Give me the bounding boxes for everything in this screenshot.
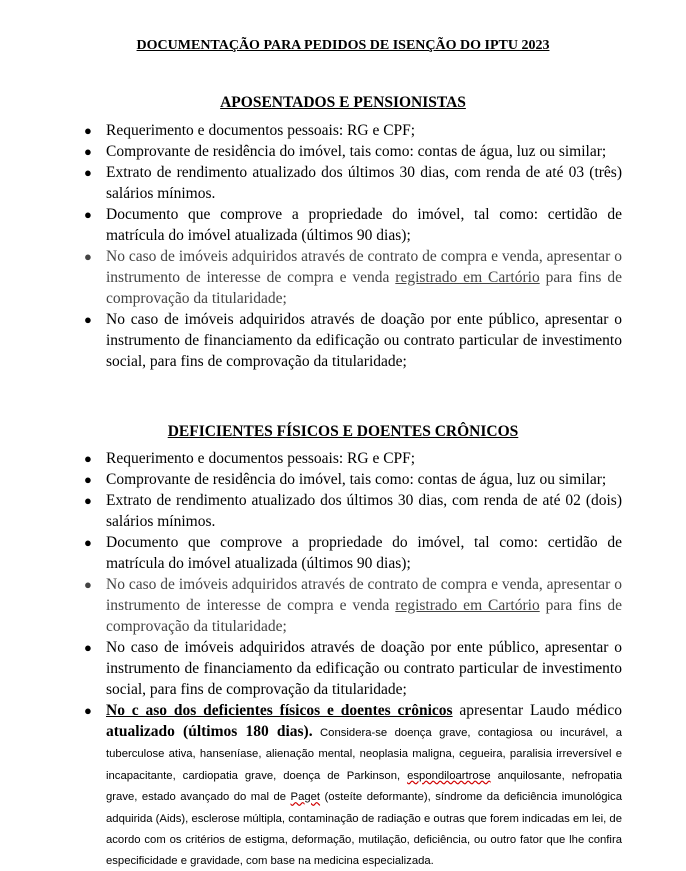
list-item: ● Comprovante de residência do imóvel, tais como: contas de água, luz ou similar;	[84, 143, 607, 160]
requirements-list-deficientes	[84, 448, 622, 871]
laudo-period: atualizado (últimos 180 dias).	[106, 723, 313, 740]
bullet-icon: ●	[84, 535, 92, 550]
cartorio-text: registrado em Cartório	[395, 269, 540, 286]
list-item: ● Extrato de rendimento atualizado dos últimos 30 dias, com renda de até 02 (dois) salários mínimos.	[84, 492, 622, 530]
list-item: ● No caso de imóveis adquiridos através de contrato de compra e venda, apresentar o instrumento de interesse de compra e venda registrado em Cartório para fins de comprovação da titularidade;	[84, 576, 622, 635]
bullet-icon: ●	[84, 144, 92, 159]
bullet-icon: ●	[84, 165, 92, 180]
bullet-icon: ●	[84, 451, 92, 466]
bullet-icon: ●	[84, 123, 92, 138]
section-heading-aposentados: APOSENTADOS E PENSIONISTAS	[220, 94, 466, 111]
bullet-icon: ●	[84, 207, 92, 222]
list-item: ● Documento que comprove a propriedade do imóvel, tal como: certidão de matrícula do imóvel atualizada (últimos 90 dias);	[84, 534, 622, 572]
bullet-icon: ●	[84, 312, 92, 327]
bullet-icon: ●	[84, 577, 92, 592]
cartorio-text: registrado em Cartório	[395, 597, 540, 614]
bullet-icon: ●	[84, 493, 92, 508]
bullet-icon: ●	[84, 472, 92, 487]
doencas-graves-text: Considera-se doença grave, contagiosa ou incurável, a tuberculose ativa, hanseníase, alienação mental, neoplasia maligna, cegueira, paralisia irreversível e incapacitante, cardiopatia grave, doença de Parkinson, espondiloartrose anquilosante, nefropatia grave, estado avançado do mal de Paget (osteíte deformante), síndrome da deficiência imunológica adquirida (Aids), esclerose múltipla, contaminação de radiação e outras que forem indicadas em lei, de acordo com os critérios de estigma, deformação, mutilação, deficiência, ou outro fator que lhe confira especificidade e gravidade, com base na medicina especializada.	[106, 727, 623, 868]
list-item: ● Extrato de rendimento atualizado dos últimos 30 dias, com renda de até 03 (três) salários mínimos.	[84, 164, 622, 202]
list-item: ● Comprovante de residência do imóvel, tais como: contas de água, luz ou similar;	[84, 471, 607, 488]
requirements-list-aposentados	[84, 120, 622, 372]
list-item: ● No caso de imóveis adquiridos através de contrato de compra e venda, apresentar o instrumento de interesse de compra e venda registrado em Cartório para fins de comprovação da titularidade;	[84, 248, 622, 307]
list-item: ● Documento que comprove a propriedade do imóvel, tal como: certidão de matrícula do imóvel atualizada (últimos 90 dias);	[84, 206, 622, 244]
list-item: ● No caso de imóveis adquiridos através de doação por ente público, apresentar o instrumento de financiamento da edificação ou contrato particular de investimento social, para fins de comprovação da titularidade;	[84, 639, 622, 698]
section-heading-deficientes: DEFICIENTES FÍSICOS E DOENTES CRÔNICOS	[167, 423, 519, 440]
bullet-icon: ●	[84, 640, 92, 655]
list-item: ● Requerimento e documentos pessoais: RG e CPF;	[84, 122, 416, 139]
document-title: DOCUMENTAÇÃO PARA PEDIDOS DE ISENÇÃO DO IPTU 2023	[136, 38, 550, 53]
list-item: ● No c aso dos deficientes físicos e doentes crônicos apresentar Laudo médico atualizado (últimos 180 dias). Considera-se doença grave, contagiosa ou incurável, a tuberculose ativa, hanseníase, alienação mental, neoplasia maligna, cegueira, paralisia irreversível e incapacitante, cardiopatia grave, doença de Parkinson, espondiloartrose anquilosante, nefropatia grave, estado avançado do mal de Paget (osteíte deformante), síndrome da deficiência imunológica adquirida (Aids), esclerose múltipla, contaminação de radiação e outras que forem indicadas em lei, de acordo com os critérios de estigma, deformação, mutilação, deficiência, ou outro fator que lhe confira especificidade e gravidade, com base na medicina especializada.	[84, 702, 623, 868]
list-item: ● Requerimento e documentos pessoais: RG e CPF;	[84, 450, 416, 467]
list-item: ● No caso de imóveis adquiridos através de doação por ente público, apresentar o instrumento de financiamento da edificação ou contrato particular de investimento social, para fins de comprovação da titularidade;	[84, 311, 622, 370]
deficientes-emphasis: No c aso dos deficientes físicos e doentes crônicos	[106, 702, 453, 719]
bullet-icon: ●	[84, 703, 92, 718]
bullet-icon: ●	[84, 249, 92, 264]
